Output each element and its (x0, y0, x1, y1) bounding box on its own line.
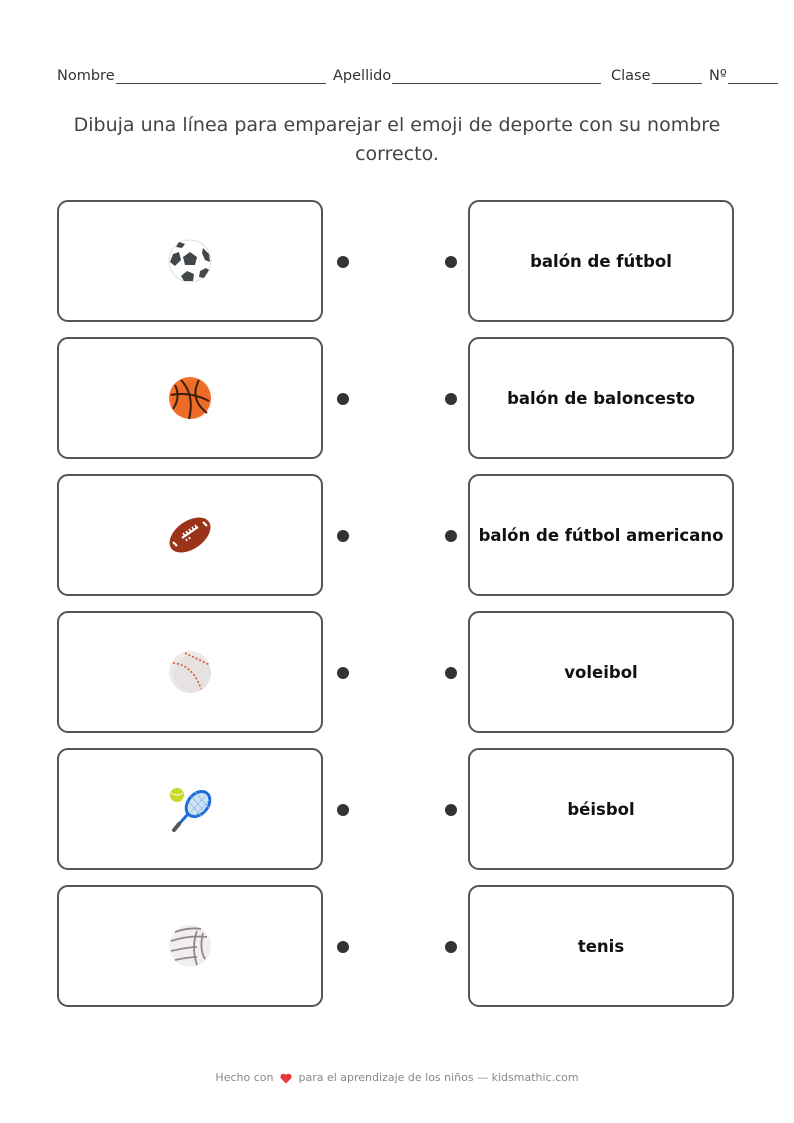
name-label: Nombre (57, 68, 115, 84)
right-connector-dot-4[interactable] (445, 667, 457, 679)
class-label: Clase (611, 68, 651, 84)
tennis-icon (167, 786, 213, 832)
word-label-3: balón de fútbol americano (478, 525, 724, 545)
instructions-text: Dibuja una línea para emparejar el emoji de deporte con su nombre correcto. (73, 114, 721, 165)
emoji-box-4 (57, 611, 323, 733)
right-connector-dot-1[interactable] (445, 256, 457, 268)
left-connector-dot-2[interactable] (337, 393, 349, 405)
word-label-2: balón de baloncesto (507, 388, 695, 408)
left-connector-dot-6[interactable] (337, 941, 349, 953)
word-label-6: tenis (577, 936, 625, 956)
emoji-box-1 (57, 200, 323, 322)
emoji-box-5 (57, 748, 323, 870)
right-connector-dot-5[interactable] (445, 804, 457, 816)
word-label-1: balón de fútbol (530, 251, 672, 271)
american-football-icon (167, 512, 213, 558)
student-info-header (57, 68, 777, 90)
surname-label: Apellido (333, 68, 392, 84)
surname-line[interactable] (392, 69, 601, 84)
word-box-2 (468, 337, 734, 459)
volleyball-icon (167, 923, 213, 969)
word-box-1 (468, 200, 734, 322)
number-label: Nº (709, 68, 727, 84)
left-connector-dot-4[interactable] (337, 667, 349, 679)
surname-field[interactable] (333, 68, 601, 84)
name-field[interactable] (57, 68, 326, 84)
word-box-4 (468, 611, 734, 733)
word-box-3 (468, 474, 734, 596)
right-connector-dot-3[interactable] (445, 530, 457, 542)
footer (0, 1071, 794, 1084)
left-connector-dot-5[interactable] (337, 804, 349, 816)
word-box-5 (468, 748, 734, 870)
emoji-box-3 (57, 474, 323, 596)
class-field[interactable] (611, 68, 702, 84)
number-line[interactable] (728, 69, 778, 84)
right-connector-dot-6[interactable] (445, 941, 457, 953)
left-connector-dot-3[interactable] (337, 530, 349, 542)
class-line[interactable] (652, 69, 702, 84)
word-label-5: béisbol (567, 799, 635, 819)
emoji-box-6 (57, 885, 323, 1007)
word-box-6 (468, 885, 734, 1007)
soccer-ball-icon (167, 238, 213, 284)
right-connector-dot-2[interactable] (445, 393, 457, 405)
left-connector-dot-1[interactable] (337, 256, 349, 268)
footer-suffix: para el aprendizaje de los niños — kidsmathic.com (298, 1071, 579, 1084)
heart-icon (280, 1073, 292, 1084)
footer-prefix: Hecho con (215, 1071, 274, 1084)
word-label-4: voleibol (564, 662, 638, 682)
baseball-icon (167, 649, 213, 695)
number-field[interactable] (709, 68, 778, 84)
emoji-box-2 (57, 337, 323, 459)
basketball-icon (167, 375, 213, 421)
name-line[interactable] (116, 69, 326, 84)
